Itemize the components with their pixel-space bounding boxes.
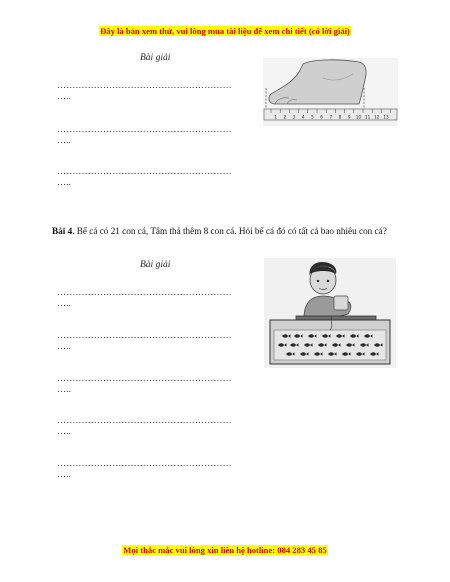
preview-banner	[0, 26, 450, 37]
dotted-line: …………………………………………………	[57, 287, 232, 297]
problem-4-text: . Bể cá có 21 con cá, Tâm thả thêm 8 con cá. Hỏi bể cá đó có tất cả bao nhiêu con cá?	[72, 226, 387, 236]
hotline-banner	[0, 545, 450, 556]
ruler-number: 11	[364, 114, 371, 120]
answer-line-1-2	[57, 124, 255, 146]
dotted-line: …………………………………………………	[57, 415, 232, 425]
answer-line-1-1	[57, 80, 255, 102]
ruler-number: 3	[292, 114, 296, 120]
ruler-number: 12	[374, 114, 380, 120]
dotted-line-end: …..	[57, 384, 72, 394]
problem-4	[52, 223, 402, 240]
ruler-number: 6	[320, 114, 323, 120]
ruler-number: 2	[283, 114, 287, 120]
ruler-number: 5	[311, 114, 314, 120]
ruler-number: 13	[383, 114, 389, 120]
dotted-line: …………………………………………………	[57, 458, 232, 468]
ruler-number: 8	[338, 114, 342, 120]
ruler-number: 7	[329, 114, 333, 120]
dotted-line-end: …..	[57, 91, 72, 101]
foot-ruler-illustration	[263, 58, 398, 126]
dotted-line: …………………………………………………	[57, 80, 232, 90]
ruler-number: 9	[347, 114, 351, 120]
dotted-line-end: …..	[57, 298, 72, 308]
ruler-number: 10	[355, 114, 362, 120]
dotted-line-end: …..	[57, 426, 72, 436]
preview-banner-text: Đây là bản xem thử, vui lòng mua tài liệu để xem chi tiết (có lời giải)	[100, 26, 350, 36]
answer-line-1-3	[57, 166, 255, 188]
answer-line-2-4	[57, 415, 255, 437]
dotted-line: …………………………………………………	[57, 373, 232, 383]
fish-tank	[270, 316, 390, 364]
fish-tank-illustration	[264, 258, 396, 368]
answer-line-2-1	[57, 287, 255, 309]
dotted-line: …………………………………………………	[57, 124, 232, 134]
hotline-banner-text: Mọi thắc mắc vui lòng xin liên hệ hotline: 084 283 45 85	[123, 545, 327, 555]
ruler-number: 4	[301, 114, 305, 120]
dotted-line-end: …..	[57, 135, 72, 145]
dotted-line: …………………………………………………	[57, 330, 232, 340]
dotted-line-end: …..	[57, 341, 72, 351]
dotted-line-end: …..	[57, 469, 72, 479]
answer-line-2-3	[57, 373, 255, 395]
answer-line-2-5	[57, 458, 255, 480]
dotted-line-end: …..	[57, 177, 72, 187]
problem-4-label: Bài 4	[52, 226, 73, 236]
solution-heading-2: Bài giải	[140, 260, 171, 270]
dotted-line: …………………………………………………	[57, 166, 232, 176]
ruler-number: 1	[274, 114, 277, 120]
answer-line-2-2	[57, 330, 255, 352]
solution-heading-1: Bài giải	[140, 53, 171, 63]
